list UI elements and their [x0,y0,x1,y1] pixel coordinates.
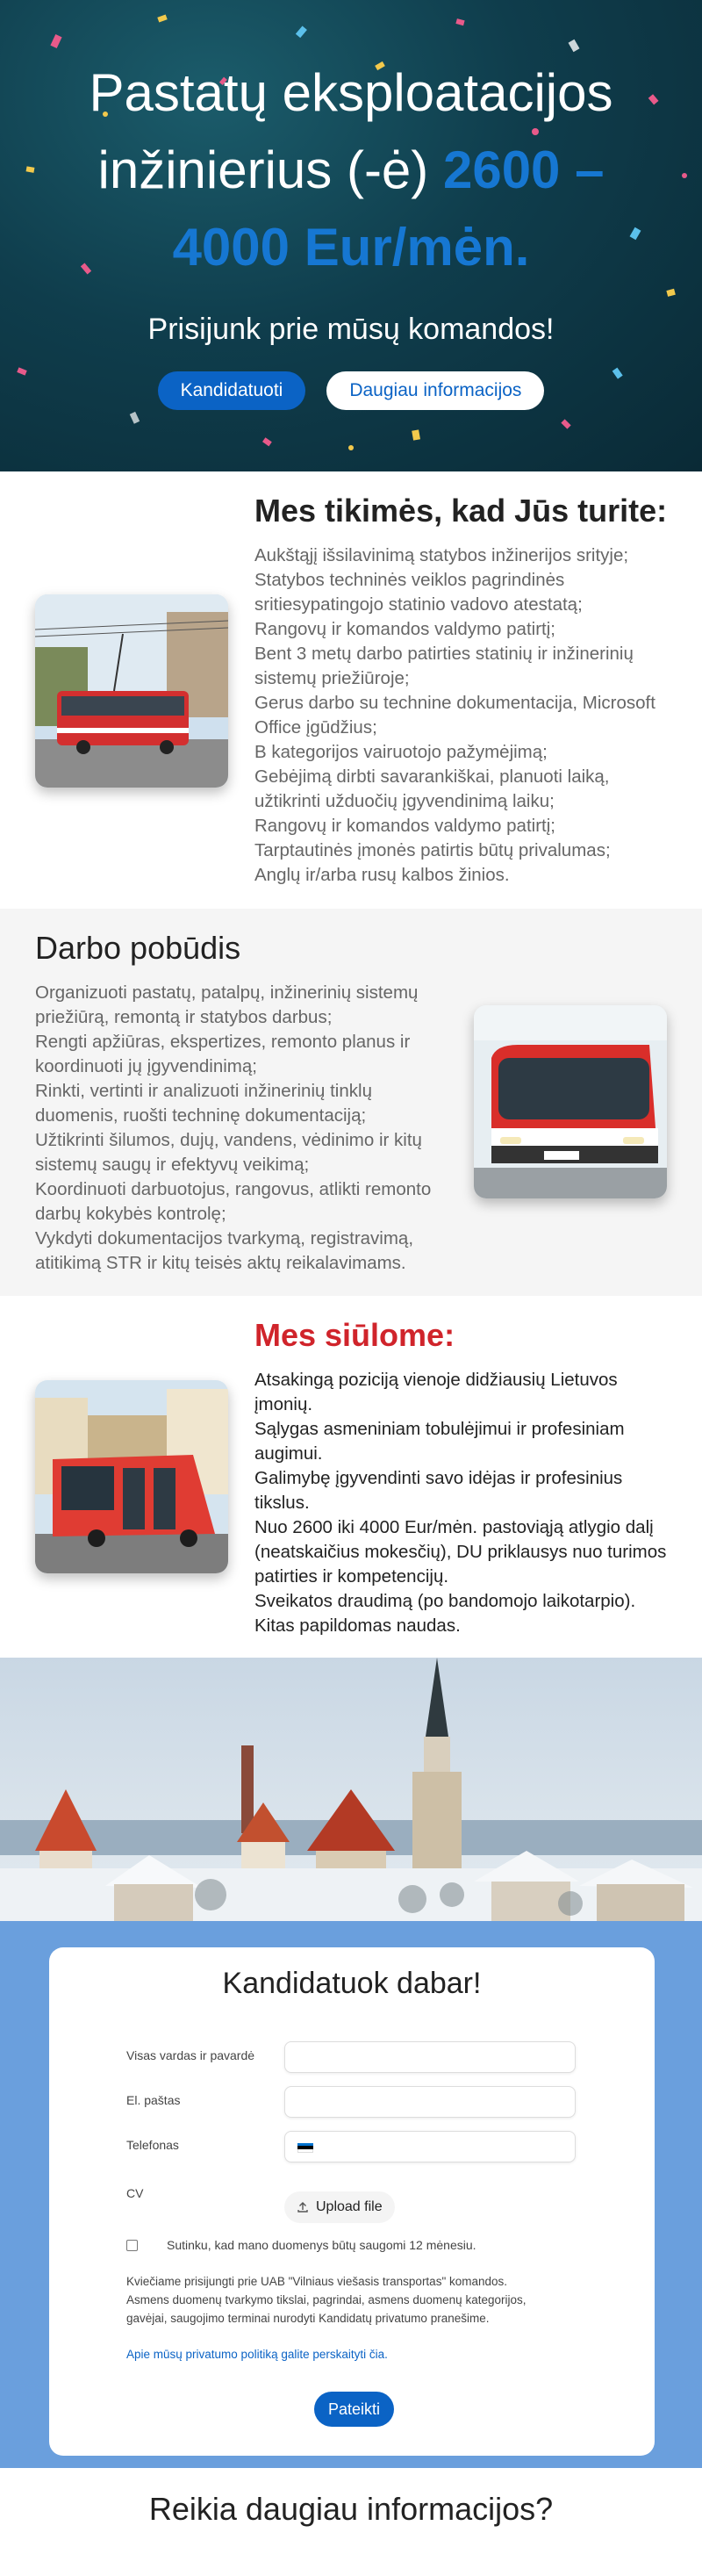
upload-file-label: Upload file [316,2199,383,2214]
requirement-line: užtikrinti užduočių įgyvendinimą laiku; [254,791,555,811]
work-title: Darbo pobūdis [35,930,241,966]
submit-button[interactable]: Pateikti [314,2392,394,2427]
privacy-notice [126,2272,583,2328]
work-duty-line: priežiūrą, remontą ir statybos darbus; [35,1007,333,1027]
privacy-policy-link[interactable]: Apie mūsų privatumo politiką galite perskaityti čia. [126,2348,388,2361]
name-label: Visas vardas ir pavardė [126,2048,255,2062]
offer-line: Kitas papildomas naudas. [254,1615,461,1636]
hero-subtitle: Prisijunk prie mūsų komandos! [147,313,555,346]
offer-line: Sveikatos draudimą (po bandomojo laikotarpio). [254,1591,636,1611]
offer-line: (neatskaičius mokesčių), DU priklausys nuo turimos [254,1542,667,1562]
requirement-line: Gerus darbo su technine dokumentacija, Microsoft [254,693,655,713]
more-info-title: Reikia daugiau informacijos? [148,2491,554,2527]
requirement-line: Anglų ir/arba rusų kalbos žinios. [254,865,510,885]
more-info-button[interactable]: Daugiau informacijos [326,371,544,410]
hero-title-line1: Pastatų eksploatacijos [89,63,613,122]
name-input[interactable] [284,2041,576,2073]
apply-button[interactable]: Kandidatuoti [158,371,306,410]
upload-file-button[interactable] [284,2191,395,2223]
upload-icon [297,2201,309,2213]
work-list [35,981,456,1276]
requirement-line: Aukštąjį išsilavinimą statybos inžinerijos srityje; [254,545,629,565]
work-duty-line: Užtikrinti šilumos, dujų, vandens, vėdinimo ir kitų [35,1130,422,1150]
requirement-line: Bent 3 metų darbo patirties statinių ir inžinerinių [254,644,634,664]
offer-line: Atsakingą poziciją vienoje didžiausių Lietuvos [254,1370,618,1390]
email-label: El. paštas [126,2093,181,2107]
work-duty-line: Rinkti, vertinti ir analizuoti inžinerinių tinklų [35,1081,372,1101]
requirement-line: Gebėjimą dirbti savarankiškai, planuoti laiką, [254,766,610,787]
requirement-line: Rangovų ir komandos valdymo patirtį; [254,619,555,639]
requirements-section [0,471,702,909]
offer-section [0,1296,702,1658]
work-duty-line: sistemų saugų ir efektyvų veikimą; [35,1155,310,1175]
requirements-title: Mes tikimės, kad Jūs turite: [254,493,668,529]
hero-banner [0,0,702,471]
hero-buttons [0,371,702,410]
requirement-line: Statybos techninės veiklos pagrindinės [254,570,565,590]
work-duty-line: Vykdyti dokumentacijos tvarkymą, registravimą, [35,1228,414,1248]
bus-photo-oldtown [35,1380,228,1573]
requirement-line: B kategorijos vairuotojo pažymėjimą; [254,742,548,762]
cv-label: CV [126,2186,144,2200]
work-duty-line: koordinuoti jų įgyvendinimą; [35,1056,257,1076]
requirement-line: Rangovų ir komandos valdymo patirtį; [254,816,555,836]
email-input[interactable] [284,2086,576,2118]
privacy-notice-line: Asmens duomenų tvarkymo tikslai, pagrindai, asmens duomenų kategorijos, [126,2293,526,2306]
phone-label: Telefonas [126,2138,179,2152]
work-duty-line: Rengti apžiūras, ekspertizes, remonto planus ir [35,1032,411,1052]
offer-list [254,1368,676,1638]
offer-line: Nuo 2600 iki 4000 Eur/mėn. pastoviąją atlygio dalį [254,1517,654,1537]
offer-line: Galimybę įgyvendinti savo idėjas ir profesinius [254,1468,623,1488]
consent-checkbox[interactable] [126,2240,138,2251]
offer-title: Mes siūlome: [254,1317,455,1353]
hero-title-prefix: inžinierius (-ė) [97,140,429,199]
privacy-notice-line: Kviečiame prisijungti prie UAB "Vilniaus viešasis transportas" komandos. [126,2275,508,2288]
application-form [49,1947,655,2456]
requirements-list [254,543,676,888]
work-duty-line: Koordinuoti darbuotojus, rangovus, atlikti remonto [35,1179,432,1199]
more-info-section [0,2468,702,2576]
requirement-line: Tarptautinės įmonės patirtis būtų privalumas; [254,840,611,860]
hero-salary-part1: 2600 – [442,140,605,199]
consent-label: Sutinku, kad mano duomenys būtų saugomi 12 mėnesiu. [167,2238,476,2252]
trolleybus-photo [474,1005,667,1198]
phone-input[interactable] [284,2131,576,2162]
city-winter-image [0,1658,702,1921]
form-title: Kandidatuok dabar! [222,1967,482,2000]
work-duty-line: Organizuoti pastatų, patalpų, inžinerinių sistemų [35,982,419,1003]
hero-salary-part2: 4000 Eur/mėn. [172,218,530,277]
application-section [0,1921,702,2468]
offer-line: patirties ir kompetencijų. [254,1566,449,1587]
hero-title [0,0,702,286]
requirement-line: Office įgūdžius; [254,717,377,738]
offer-line: Sąlygas asmeniniam tobulėjimui ir profesiniam [254,1419,625,1439]
offer-line: įmonių. [254,1394,313,1414]
work-duty-line: darbų kokybės kontrolę; [35,1204,226,1224]
requirement-line: sistemų priežiūroje; [254,668,410,688]
privacy-notice-line: gavėjai, saugojimo terminai nurodyti Kandidatų privatumo pranešime. [126,2312,490,2325]
work-duty-line: duomenis, ruošti techninę dokumentaciją; [35,1105,367,1126]
estonia-flag-icon[interactable] [297,2143,313,2153]
work-section [0,909,702,1296]
work-duty-line: atitikimą STR ir kitų teisės aktų reikalavimams. [35,1253,406,1273]
offer-line: tikslus. [254,1493,310,1513]
bus-photo-street [35,594,228,788]
requirement-line: sritiesypatingojo statinio vadovo atestatą; [254,594,583,615]
offer-line: augimui. [254,1443,323,1464]
